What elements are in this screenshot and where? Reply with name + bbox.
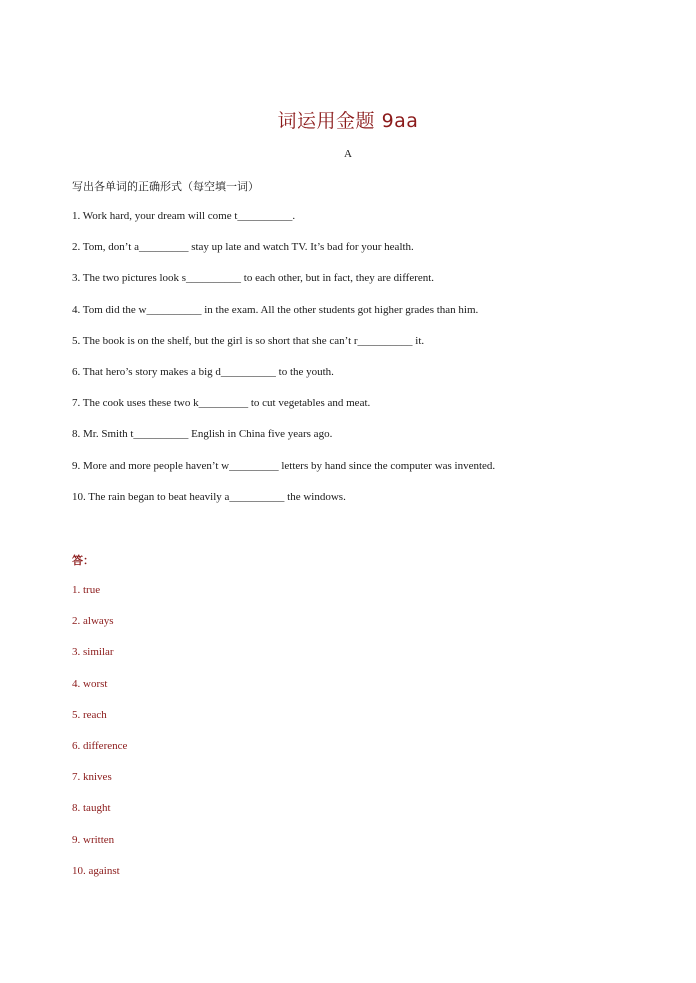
question-item: 10. The rain began to beat heavily a__________ the windows.: [72, 490, 346, 503]
answer-item: 6. difference: [72, 739, 128, 752]
question-item: 8. Mr. Smith t__________ English in China five years ago.: [72, 428, 333, 441]
answer-item: 7. knives: [72, 771, 112, 784]
answer-item: 1. true: [72, 584, 101, 596]
question-item: 4. Tom did the w__________ in the exam. All the other students got higher grades than him.: [72, 303, 479, 316]
question-list: [72, 209, 632, 521]
question-item: 6. That hero’s story makes a big d__________ to the youth.: [72, 365, 334, 378]
question-item: 2. Tom, don’t a_________ stay up late and watch TV. It’s bad for your health.: [72, 241, 414, 254]
question-item: 7. The cook uses these two k_________ to cut vegetables and meat.: [72, 397, 371, 410]
answer-item: 9. written: [72, 833, 115, 846]
page-title: 词运用金题 9aa: [277, 110, 419, 132]
answer-item: 4. worst: [72, 677, 108, 690]
answer-item: 8. taught: [72, 802, 111, 815]
answer-item: 3. similar: [72, 646, 114, 659]
instruction-text: 写出各单词的正确形式（每空填一词）: [72, 180, 259, 193]
answer-item: 2. always: [72, 615, 114, 628]
answer-item: 5. reach: [72, 708, 107, 721]
question-item: 9. More and more people haven’t w_________ letters by hand since the computer was invented.: [72, 459, 496, 472]
question-item: 1. Work hard, your dream will come t__________.: [72, 210, 296, 222]
answer-item: 10. against: [72, 864, 120, 877]
question-item: 3. The two pictures look s__________ to each other, but in fact, they are different.: [72, 272, 435, 285]
answer-list: [72, 583, 372, 895]
answer-label: 答：: [72, 554, 94, 567]
question-item: 5. The book is on the shelf, but the girl is so short that she can’t r__________ it.: [72, 334, 425, 347]
section-label: A: [344, 148, 352, 160]
